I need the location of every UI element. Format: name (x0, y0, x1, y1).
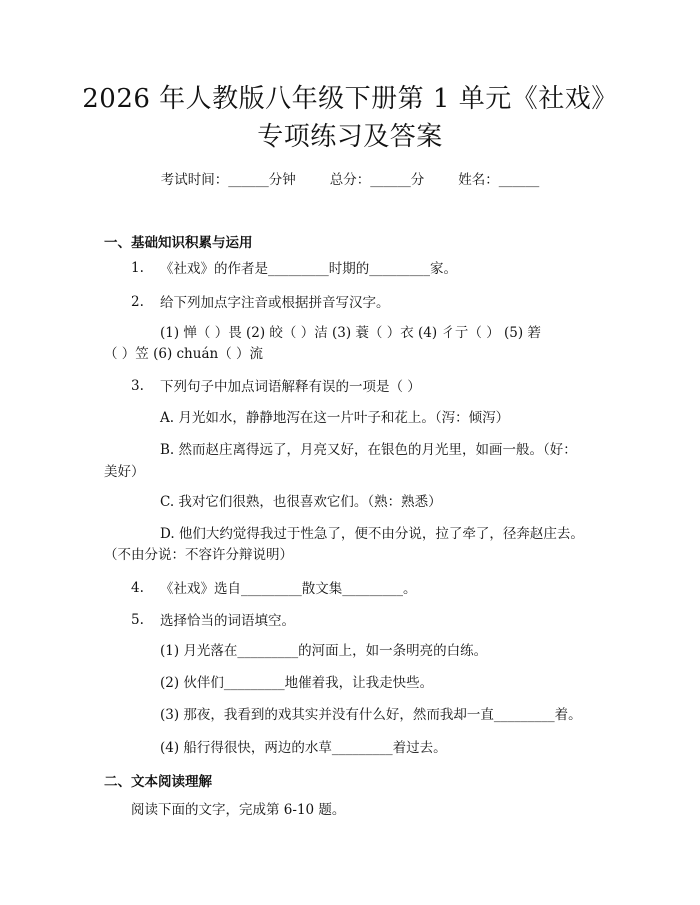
question-number: 1. (131, 260, 144, 276)
question-4: 《社戏》选自_________散文集_________。 (160, 581, 417, 597)
document-title-line2: 专项练习及答案 (257, 122, 443, 152)
question-number: 3. (131, 378, 144, 394)
question-1: 《社戏》的作者是_________时期的_________家。 (160, 261, 457, 277)
question-2-items-line2: （ ）笠 (6) chuán（ ）流 (104, 346, 263, 362)
question-5-sentence-2: (2) 伙伴们_________地催着我，让我走快些。 (160, 675, 434, 691)
student-name: 姓名：______ (458, 172, 540, 188)
total-score: 总分：______分 (329, 172, 425, 188)
exam-meta (0, 168, 700, 188)
question-5-sentence-3: (3) 那夜，我看到的戏其实并没有什么好，然而我却一直_________着。 (160, 707, 582, 723)
question-5-sentence-4: (4) 船行得很快，两边的水草_________着过去。 (160, 740, 447, 756)
option-a: A. 月光如水，静静地泻在这一片叶子和花上。（泻：倾泻） (160, 410, 510, 426)
question-5: 选择恰当的词语填空。 (160, 613, 295, 629)
question-5-sentence-1: (1) 月光落在_________的河面上，如一条明亮的白练。 (160, 643, 488, 659)
question-2-items-line1: (1) 惮（ ）畏 (2) 皎（ ）洁 (3) 蓑（ ）衣 (4) 彳亍（ ） (5) 箬 (160, 325, 541, 341)
section-heading-1: 一、基础知识积累与运用 (104, 235, 253, 251)
option-c: C. 我对它们很熟，也很喜欢它们。（熟：熟悉） (160, 494, 442, 510)
section-heading-2: 二、文本阅读理解 (104, 774, 212, 790)
question-number: 4. (131, 580, 144, 596)
reading-intro: 阅读下面的文字，完成第 6-10 题。 (131, 802, 346, 818)
option-d-line2: （不由分说：不容许分辩说明） (104, 547, 293, 563)
question-number: 2. (131, 294, 144, 310)
question-3: 下列句子中加点词语解释有误的一项是（ ） (160, 379, 421, 395)
option-d-line1: D. 他们大约觉得我过于性急了，便不由分说，拉了牵了，径奔赵庄去。 (160, 526, 584, 542)
question-number: 5. (131, 612, 144, 628)
question-2: 给下列加点字注音或根据拼音写汉字。 (160, 295, 390, 311)
exam-time: 考试时间：______分钟 (160, 172, 296, 188)
option-b-line2: 美好） (104, 464, 145, 480)
option-b-line1: B. 然而赵庄离得远了，月亮又好，在银色的月光里，如画一般。（好： (160, 442, 577, 458)
document-title-line1: 2026 年人教版八年级下册第 1 单元《社戏》 (82, 84, 618, 114)
